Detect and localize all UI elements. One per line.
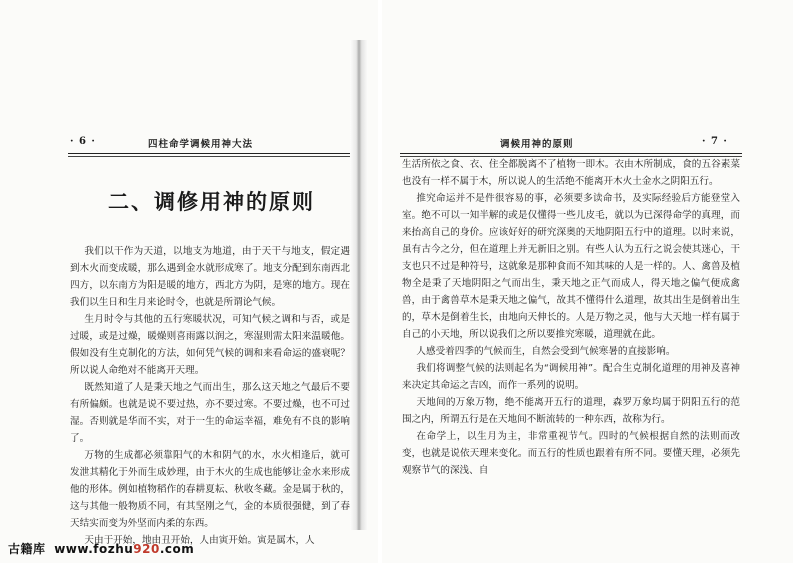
left-paragraph: 生月时令与其他的五行寒暖状况，可知气候之调和与否，或是过暖，或是过燥，暖燥则喜雨露以润之，寒湿则需太阳来温暖他。假如没有生克制化的方法，如何凭气候的调和来看命运的盛衰呢？所以说人命绝对不能离开天理。 bbox=[70, 314, 350, 376]
right-page-number: · 7 · bbox=[702, 136, 728, 147]
right-paragraph: 我们将调整气候的法则起名为“调候用神”。配合生克制化道理的用神及喜神来决定其命运之吉凶，而作一系列的说明。 bbox=[402, 363, 740, 391]
book-spine bbox=[350, 40, 368, 530]
right-paragraph: 生活所依之食、衣、住全都脱离不了植物一即木。衣由木所制成，食的五谷素菜也没有一样不属于木，所以说人的生活绝不能离开木火土金水之阴阳五行。 bbox=[402, 159, 740, 187]
watermark-site-name: 古籍库 bbox=[8, 542, 46, 556]
right-header-rule bbox=[400, 153, 742, 154]
left-running-header: 四柱命学调候用神大法 bbox=[148, 139, 254, 150]
left-page-number: · 6 · bbox=[70, 136, 96, 147]
right-page-header bbox=[402, 136, 742, 152]
left-paragraph: 既然知道了人是秉天地之气而出生，那么这天地之气最后不要有所偏颇。也就是说不要过热，亦不要过寒。不要过燥，也不可过湿。否则就是华而不实，对于一生的命运幸福，难免有不良的影响了。 bbox=[70, 382, 350, 444]
left-paragraph: 万物的生成都必须靠阳气的木和阴气的水，水火相逢后，就可发泄其精化于外而生成妙理，由于木火的生成也能够让金水来形成他的形体。例如植物稻作的春耕夏耘、秋收冬藏。金是属于秋的，这与其他一般物质不同，有其坚刚之气，金的本质很强健，到了春天结实而变为外坚而内柔的东西。 bbox=[70, 450, 350, 529]
left-header-rule bbox=[68, 153, 350, 154]
left-body-text bbox=[70, 243, 350, 549]
right-paragraph: 推究命运并不是件很容易的事，必须要多读命书，及实际经验后方能登堂入室。绝不可以一知半解的或是仅懂得一些儿皮毛，就以为已深得命学的真理，而来抬高自己的身价。应该好好的研究深奥的天地阴阳五行中的道理。以时来说，虽有古今之分，但在道理上并无新旧之别。有些人认为五行之说会使其迷心，干支也只不过是种符号，这就象是那种食而不知其味的人是一样的。人、禽兽及植物全是秉了天地阴阳之气而出生，秉天地之正气而成人，得天地之偏气便成禽兽，由于禽兽草木是秉天地之偏气，故其不懂得什么道理，故其出生是倒着出生的，草木是倒着生长，由地向天伸长的。人是万物之灵，他与大天地一样有属于自己的小天地，所以说我们之所以要推究寒暖，道理就在此。 bbox=[402, 193, 740, 340]
left-page-header bbox=[70, 136, 350, 152]
watermark-url-digits: 920 bbox=[133, 542, 160, 556]
watermark-url-suffix: .com bbox=[159, 542, 195, 556]
section-title: 二、调修用神的原则 bbox=[108, 189, 315, 214]
right-running-header: 调候用神的原则 bbox=[500, 139, 574, 150]
right-body-text bbox=[402, 156, 740, 479]
left-paragraph: 天由于开始，地由丑开始，人由寅开始。寅是属木，人 bbox=[84, 535, 315, 546]
right-paragraph: 在命学上，以生月为主，非常重视节气。四时的气候根据自然的法则而改变，也就是说依天理来变化。而五行的性质也跟着有所不同。要懂天理，必须先观察节气的深浅、自 bbox=[402, 431, 740, 476]
right-paragraph: 天地间的万象万物，绝不能离开五行的道理，森罗万象均属于阴阳五行的范围之内，所谓五行是在天地间不断流转的一种东西，故称为行。 bbox=[402, 397, 740, 425]
left-header-rule-thin bbox=[68, 156, 350, 157]
watermark-url-prefix: www.fozhu bbox=[54, 542, 134, 556]
right-paragraph: 人感受着四季的气候而生，自然会受到气候寒暑的直接影响。 bbox=[416, 346, 676, 357]
watermark bbox=[8, 540, 194, 557]
left-paragraph: 我们以干作为天道，以地支为地道，由于天干与地支，假定遇到木火而变成暖，那么遇到金水就形成寒了。地支分配到东南西北四方，以东南方为阳是暖的地方，西北方为阴，是寒的地方。现在我们以生日和生月来论时令，也就是所谓论气候。 bbox=[70, 246, 350, 308]
